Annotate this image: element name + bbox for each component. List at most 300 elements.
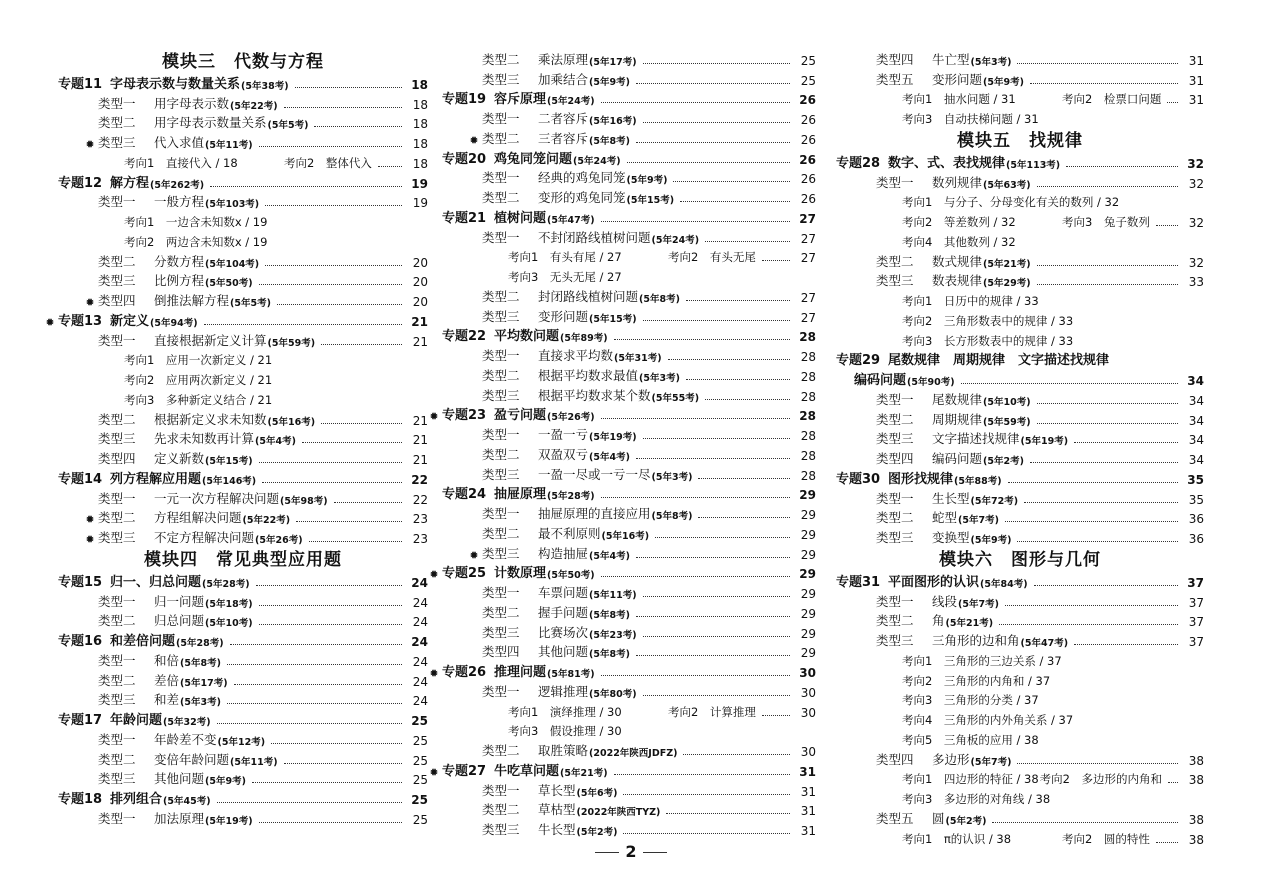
page-ref: 23	[412, 512, 428, 527]
dot-leader	[210, 186, 402, 187]
page-ref: 29	[800, 508, 816, 522]
item-title: 比例方程	[154, 273, 205, 289]
item-number: 专题22	[442, 329, 487, 345]
dot-leader	[230, 644, 402, 645]
page-ref: 30	[799, 666, 816, 680]
item-title: 一盈一尽或一亏一尽	[538, 466, 651, 482]
item-title: 变倍年龄问题	[154, 751, 230, 767]
toc-direction	[1062, 91, 1204, 107]
page-ref: 27	[800, 290, 816, 305]
item-title: 三者容斥	[538, 130, 589, 146]
page-ref: 21	[412, 413, 428, 428]
dot-leader	[601, 418, 790, 419]
item-number: 类型二	[98, 751, 136, 767]
toc-topic	[442, 147, 816, 167]
page-ref: 18	[411, 77, 428, 92]
toc-direction: 考向4 其他数列 / 32	[902, 234, 1016, 249]
dot-leader	[614, 339, 790, 340]
dot-leader	[705, 399, 790, 400]
item-title: 定义新数	[154, 451, 205, 466]
toc-direction-pair	[836, 768, 1204, 788]
item-title: 归一、归总问题	[110, 574, 202, 590]
exam-count: (5年9考)	[589, 76, 630, 88]
toc-type	[442, 107, 816, 127]
exam-count: (5年84考)	[980, 578, 1028, 590]
exam-count: (5年8考)	[639, 293, 680, 305]
item-title: 尾数规律 周期规律 文字描述找规律	[888, 353, 1110, 369]
exam-count: (5年88考)	[954, 475, 1002, 487]
exam-count: (5年21考)	[560, 767, 608, 779]
exam-count: (5年9考)	[205, 776, 246, 788]
page-ref: 19	[412, 196, 428, 211]
item-number: 类型一	[482, 683, 520, 699]
dot-leader	[302, 442, 402, 443]
item-title: 排列组合	[110, 792, 163, 807]
exam-count: (5年9考)	[626, 175, 668, 187]
toc-direction: 考向2 三角形数表中的规律 / 33	[902, 313, 1074, 328]
page-number-text: 2	[625, 842, 637, 861]
page-ref: 34	[1188, 413, 1204, 428]
exam-count: (5年24考)	[573, 155, 621, 167]
item-title: 比赛场次	[538, 624, 589, 640]
exam-count: (5年22考)	[230, 100, 278, 112]
dot-leader	[217, 723, 402, 724]
toc-direction: 考向2 三角形的内角和 / 37	[902, 673, 1051, 688]
item-number: 类型二	[482, 288, 520, 304]
item-title: 和倍	[154, 652, 180, 668]
toc-type	[836, 487, 1204, 507]
page-ref: 24	[412, 654, 428, 669]
item-number: 类型一	[98, 490, 136, 506]
toc-type	[836, 171, 1204, 191]
toc-direction: 考向1 π的认识 / 38	[902, 831, 1012, 846]
toc-type	[442, 779, 816, 799]
item-title: 年龄问题	[110, 713, 163, 728]
item-title: 盈亏问题	[494, 408, 547, 424]
item-title: 数表规律	[932, 273, 983, 289]
exam-count: (5年47考)	[547, 214, 595, 226]
page-ref: 31	[799, 764, 816, 779]
page-ref: 37	[1188, 615, 1204, 630]
item-number: 类型二	[482, 190, 520, 205]
lightbulb-icon: ✹	[85, 296, 95, 309]
page-ref: 29	[799, 488, 816, 503]
item-title: 草枯型	[538, 802, 576, 818]
toc-direction-label: 考向3 兔子数列	[1062, 215, 1150, 229]
exam-count: (5年12考)	[217, 736, 266, 748]
lightbulb-icon: ✹	[85, 533, 95, 546]
item-title: 植树问题	[494, 210, 547, 226]
lightbulb-icon: ✹	[429, 410, 439, 424]
item-number: 类型二	[98, 510, 136, 526]
dot-leader	[961, 383, 1178, 384]
exam-count: (5年8考)	[651, 511, 693, 522]
lightbulb-icon: ✹	[469, 133, 479, 147]
dot-leader	[683, 754, 790, 755]
item-title: 加乘结合	[538, 71, 589, 87]
item-title: 牛吃草问题	[494, 763, 560, 779]
dot-leader	[1030, 83, 1178, 84]
item-title: 双盈双亏	[538, 446, 589, 462]
toc-direction-label: 考向2 有头无尾	[668, 250, 756, 265]
exam-count: (5年45考)	[163, 796, 211, 807]
dot-leader	[234, 684, 402, 685]
item-title: 倒推法解方程	[154, 293, 230, 308]
toc-type	[442, 127, 816, 147]
item-number: 专题14	[58, 471, 103, 487]
item-title: 加法原理	[154, 810, 205, 826]
dot-leader	[334, 502, 402, 503]
page-ref: 25	[412, 733, 428, 748]
item-title: 先求未知数再计算	[154, 431, 255, 447]
dot-leader	[1017, 541, 1178, 542]
exam-count: (5年29考)	[983, 278, 1031, 290]
toc-type	[58, 92, 428, 112]
exam-count: (5年103考)	[205, 199, 260, 211]
item-title: 不封闭路线植树问题	[538, 229, 651, 245]
toc-type	[58, 610, 428, 630]
lightbulb-icon: ✹	[469, 548, 479, 562]
page-ref: 25	[412, 812, 428, 827]
toc-type	[442, 522, 816, 542]
page-ref: 27	[800, 310, 816, 325]
item-number: 类型四	[876, 51, 914, 67]
exam-count: (5年98考)	[280, 495, 328, 507]
toc-direction: 考向4 三角形的内外角关系 / 37	[902, 713, 1074, 727]
toc-topic	[45, 309, 428, 329]
page-ref: 25	[800, 73, 816, 88]
exam-count: (5年15考)	[626, 195, 675, 206]
exam-count: (5年3考)	[651, 471, 693, 483]
page-ref: 29	[800, 547, 816, 562]
dot-leader	[1066, 166, 1178, 167]
dot-leader	[643, 695, 790, 696]
page-ref: 24	[412, 595, 428, 610]
page-ref: 34	[1187, 374, 1204, 388]
dot-leader	[666, 813, 790, 814]
page-ref: 26	[800, 192, 816, 206]
toc-topic-continued	[836, 368, 1204, 388]
item-title: 线段	[932, 593, 958, 609]
dot-leader	[1074, 644, 1178, 645]
dot-leader	[259, 605, 402, 606]
page-ref: 26	[800, 132, 816, 147]
item-number: 类型一	[876, 174, 914, 190]
toc-direction: 考向3 多种新定义结合 / 21	[124, 392, 273, 407]
item-title: 字母表示数与数量关系	[110, 76, 241, 92]
toc-type	[836, 408, 1204, 428]
toc-direction	[668, 704, 816, 720]
toc-type	[836, 270, 1204, 290]
page-ref: 28	[799, 409, 816, 424]
toc-type	[58, 487, 428, 507]
page-ref: 25	[411, 714, 428, 728]
toc-direction-pair	[836, 210, 1204, 230]
exam-count: (5年10考)	[205, 618, 253, 630]
page-ref: 31	[800, 824, 816, 838]
page-ref: 18	[412, 97, 428, 112]
dot-leader	[1037, 284, 1178, 285]
item-title: 其他问题	[538, 644, 589, 660]
toc-type	[58, 329, 428, 349]
exam-count: (5年4考)	[589, 451, 630, 463]
dot-leader	[321, 423, 402, 424]
dot-leader	[698, 478, 790, 479]
toc-type	[58, 112, 428, 132]
exam-count: (5年80考)	[589, 688, 637, 700]
page-ref: 21	[412, 334, 428, 349]
toc-type	[442, 48, 816, 68]
toc-topic	[836, 349, 1204, 369]
item-title: 蛇型	[932, 510, 958, 526]
item-title: 抽屉原理	[494, 487, 547, 503]
page-ref: 27	[800, 231, 816, 246]
page-ref: 25	[800, 53, 816, 68]
exam-count: (5年104考)	[205, 258, 260, 270]
dot-leader	[705, 241, 790, 242]
toc-type	[442, 68, 816, 88]
toc-direction: 考向1 与分子、分母变化有关的数列 / 32	[902, 195, 1120, 210]
toc-direction-label: 考向2 圆的特性	[1062, 831, 1150, 846]
page-ref: 28	[800, 429, 816, 443]
dot-leader	[643, 122, 790, 123]
toc-direction: 考向3 无头无尾 / 27	[508, 270, 622, 284]
toc-direction: 考向1 有头有尾 / 27	[508, 250, 622, 265]
item-number: 类型二	[876, 510, 914, 526]
toc-direction: 考向1 抽水问题 / 31	[902, 92, 1016, 107]
item-title: 多边形	[932, 751, 970, 767]
toc-direction: 考向1 四边形的特征 / 38	[902, 772, 1039, 787]
dot-leader	[259, 284, 402, 285]
toc-topic	[58, 708, 428, 728]
dot-leader	[204, 324, 402, 325]
page-ref: 28	[800, 468, 816, 483]
toc-topic	[58, 467, 428, 487]
toc-type	[58, 408, 428, 428]
page-ref: 35	[1188, 492, 1204, 507]
dot-leader	[1005, 605, 1178, 606]
item-number: 类型三	[876, 633, 914, 648]
item-number: 类型二	[98, 115, 136, 131]
toc-type	[58, 649, 428, 669]
toc-type	[442, 344, 816, 364]
item-number: 类型二	[482, 367, 520, 383]
dot-leader	[655, 537, 790, 538]
toc-direction: 考向3 自动扶梯问题 / 31	[902, 112, 1039, 126]
page-ref: 31	[800, 804, 816, 819]
toc-direction	[284, 155, 428, 171]
toc-type	[442, 167, 816, 187]
dot-leader	[601, 576, 790, 577]
toc-direction: 考向5 三角板的应用 / 38	[902, 732, 1039, 747]
item-title: 构造抽屉	[538, 545, 589, 561]
exam-count: (5年19考)	[1020, 436, 1069, 448]
dot-leader	[643, 596, 790, 597]
item-number: 类型二	[482, 130, 520, 146]
page-ref: 29	[799, 567, 816, 582]
item-number: 专题26	[442, 665, 487, 680]
item-title: 最不利原则	[538, 525, 601, 541]
toc-direction	[668, 249, 816, 265]
dot-leader	[1037, 265, 1178, 266]
page-ref: 31	[1188, 53, 1204, 68]
dot-leader	[1037, 186, 1178, 187]
item-number: 类型二	[482, 525, 520, 541]
exam-count: (5年11考)	[205, 140, 253, 151]
exam-count: (5年17考)	[180, 677, 228, 689]
item-title: 推理问题	[494, 665, 547, 680]
exam-count: (5年17考)	[589, 56, 637, 68]
item-number: 专题20	[442, 151, 487, 167]
item-number: 类型一	[482, 170, 520, 186]
page-ref: 33	[1188, 275, 1204, 290]
item-title: 封闭路线植树问题	[538, 288, 639, 304]
dot-leader	[673, 181, 790, 182]
page-ref: 22	[412, 492, 428, 507]
toc-type	[442, 443, 816, 463]
item-title: 二者容斥	[538, 111, 589, 126]
exam-count: (5年7考)	[958, 515, 999, 527]
page-ref: 32	[1188, 176, 1204, 191]
exam-count: (5年31考)	[614, 353, 662, 364]
item-number: 类型二	[98, 253, 136, 269]
exam-count: (5年28考)	[176, 638, 224, 649]
toc-topic	[429, 759, 816, 779]
exam-count: (5年3考)	[639, 372, 680, 384]
toc-direction-label: 考向2 计算推理	[668, 704, 756, 719]
exam-count: (5年8考)	[180, 657, 221, 669]
toc-topic	[836, 570, 1204, 590]
dot-leader	[643, 636, 790, 637]
page-ref: 29	[800, 587, 816, 601]
page-ref: 25	[412, 753, 428, 768]
item-number: 类型三	[482, 466, 520, 482]
exam-count: (2022年陕西TYZ)	[576, 807, 661, 819]
page-ref: 29	[800, 646, 816, 661]
page-ref: 34	[1188, 453, 1204, 467]
exam-count: (5年59考)	[983, 416, 1031, 428]
item-number: 类型三	[482, 71, 520, 87]
toc-type	[442, 739, 816, 759]
item-title: 容斥原理	[494, 92, 547, 108]
exam-count: (5年19考)	[205, 815, 253, 827]
module-heading: 模块五 找规律	[957, 131, 1083, 151]
item-title: 计数原理	[494, 566, 547, 582]
toc-type	[58, 768, 428, 788]
exam-count: (5年72考)	[970, 495, 1019, 507]
page-ref: 29	[800, 606, 816, 621]
dot-leader	[277, 304, 402, 305]
toc-type	[442, 641, 816, 661]
toc-type	[442, 305, 816, 325]
item-title: 握手问题	[538, 604, 589, 620]
exam-count: (5年55考)	[651, 392, 700, 404]
dot-leader	[614, 774, 790, 775]
exam-count: (5年8考)	[589, 649, 630, 661]
dot-leader	[309, 541, 402, 542]
item-number: 类型五	[876, 71, 914, 87]
toc-direction: 考向1 应用一次新定义 / 21	[124, 353, 273, 368]
dot-leader	[636, 458, 790, 459]
item-number: 类型二	[482, 743, 520, 758]
dot-leader	[1168, 782, 1178, 783]
exam-count: (5年2考)	[983, 456, 1024, 467]
item-title: 根据平均数求最值	[538, 367, 639, 383]
lightbulb-icon: ✹	[45, 315, 55, 329]
lightbulb-icon: ✹	[429, 765, 439, 779]
item-title: 解方程	[110, 175, 150, 191]
exam-count: (5年21考)	[945, 618, 994, 630]
toc-topic	[58, 570, 428, 590]
dot-leader	[1156, 225, 1178, 226]
exam-count: (5年38考)	[241, 80, 289, 92]
toc-direction-pair	[836, 88, 1204, 108]
item-title: 平面图形的认识	[888, 574, 980, 590]
dot-leader	[643, 63, 790, 64]
toc-direction: 考向3 假设推理 / 30	[508, 724, 622, 739]
toc-type	[58, 689, 428, 709]
item-number: 类型二	[482, 51, 520, 67]
dot-leader	[259, 462, 402, 463]
toc-direction: 考向2 等差数列 / 32	[902, 215, 1016, 229]
exam-count: (5年59考)	[267, 337, 316, 349]
item-title: 直接根据新定义计算	[154, 332, 267, 348]
lightbulb-icon: ✹	[429, 568, 439, 582]
item-title: 变形的鸡兔同笼	[538, 190, 626, 205]
item-number: 专题24	[442, 487, 487, 503]
page-ref: 25	[411, 793, 428, 807]
item-number: 类型三	[876, 431, 914, 447]
toc-type	[58, 131, 428, 151]
dot-leader	[762, 260, 790, 261]
page-ref: 24	[411, 635, 428, 649]
toc-topic	[58, 72, 428, 92]
page-ref: 24	[412, 615, 428, 630]
item-number: 类型四	[876, 451, 914, 466]
item-title: 车票问题	[538, 585, 589, 600]
lightbulb-icon: ✹	[429, 667, 439, 680]
page-ref: 34	[1188, 433, 1204, 448]
item-title: 鸡兔同笼问题	[494, 151, 573, 167]
page-ref: 28	[800, 389, 816, 404]
page-ref: 36	[1188, 532, 1204, 546]
item-title: 尾数规律	[932, 391, 983, 407]
page-ref: 26	[799, 152, 816, 167]
toc-direction-pair	[442, 700, 816, 720]
dot-leader	[227, 664, 402, 665]
item-title: 平均数问题	[494, 329, 560, 345]
exam-count: (5年3考)	[180, 697, 221, 709]
dot-leader	[252, 782, 402, 783]
item-title: 不定方程解决问题	[154, 530, 255, 545]
item-number: 专题11	[58, 76, 103, 92]
item-number: 专题17	[58, 713, 103, 728]
dot-leader	[636, 142, 790, 143]
item-title: 用字母表示数	[154, 95, 230, 111]
toc-type	[442, 621, 816, 641]
dot-leader	[698, 517, 790, 518]
item-number: 类型二	[876, 411, 914, 427]
dot-leader	[686, 300, 790, 301]
exam-count: (5年262考)	[150, 179, 205, 191]
toc-direction: 考向2 两边含未知数x / 19	[124, 234, 268, 249]
toc-type	[836, 507, 1204, 527]
item-number: 类型一	[98, 731, 136, 747]
page-ref: 21	[412, 453, 428, 467]
item-number: 类型四	[98, 451, 136, 466]
toc-type	[58, 748, 428, 768]
dot-leader	[668, 359, 790, 360]
